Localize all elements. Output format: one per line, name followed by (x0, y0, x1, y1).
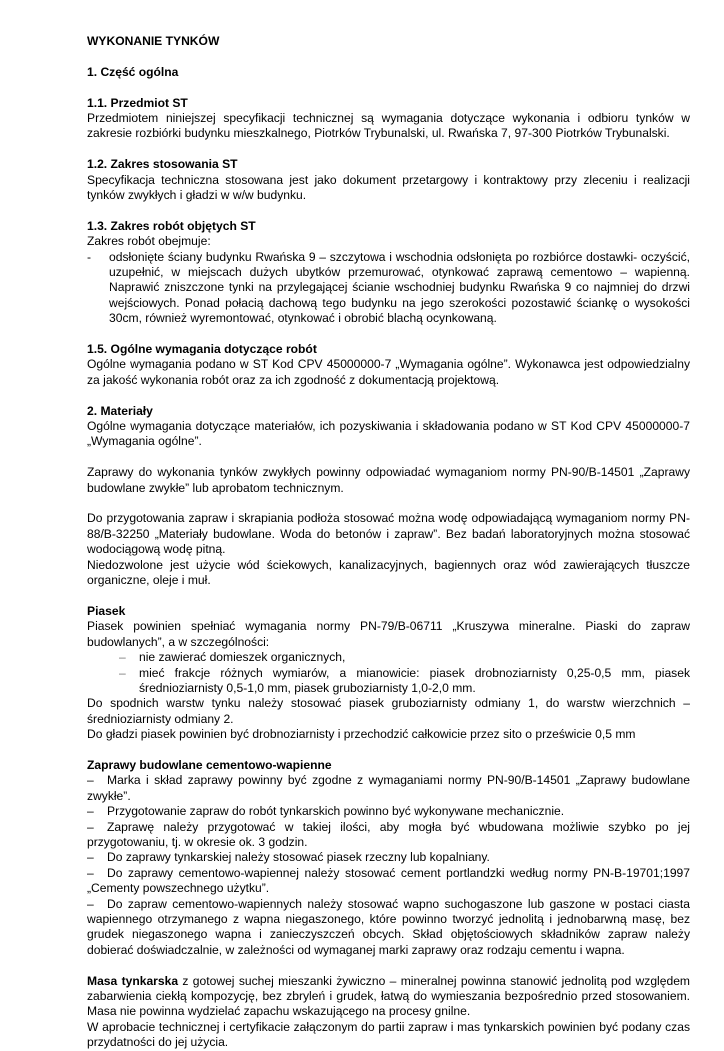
mortar-heading: Zaprawy budowlane cementowo-wapienne (87, 757, 332, 772)
list-item: – Do zapraw cementowo-wapiennych należy stosować wapno suchogaszone lub gaszone w postaci ciasta wapiennego otrzymanego z wapna niegaszonego, które powinno tworzyć jednolitą i jednobarwną masę, bez grudek niegaszonego wapna i zanieczyszczeń obcych. Skład objętościowych składników zapraw należy dobierać doświadczalnie, w zależności od wymaganej marki zaprawy oraz rodzaju cementu i wapna. (87, 896, 690, 957)
section-1-2-heading: 1.2. Zakres stosowania ST (87, 157, 238, 172)
document-title: WYKONANIE TYNKÓW (87, 34, 220, 48)
list-item: – Do zaprawy tynkarskiej należy stosować piasek rzeczny lub kopalniany. (87, 850, 490, 865)
list-item: – Zaprawę należy przygotować w takiej ilości, aby mogła być wbudowana możliwie szybko po jej przygotowaniu, tj. w okresie ok. 3 godzin. (87, 819, 690, 849)
section-1-3-intro: Zakres robót obejmuje: (87, 234, 211, 249)
section-1-5-heading: 1.5. Ogólne wymagania dotyczące robót (87, 342, 317, 357)
plaster-mass-term: Masa tynkarska (87, 973, 179, 988)
sand-list (87, 650, 690, 696)
list-marker: – (119, 665, 126, 680)
section-2-heading: 2. Materiały (87, 403, 153, 418)
sand-heading: Piasek (87, 603, 126, 618)
section-1-5-text: Ogólne wymagania podano w ST Kod CPV 45000000-7 „Wymagania ogólne”. Wykonawca jest odpowiedzialny za jakość wykonania robót oraz za ich zgodność z dokumentacją projektową. (87, 357, 690, 387)
list-item: – nie zawierać domieszek organicznych, (119, 650, 346, 665)
sand-text-3: Do gładzi piasek powinien być drobnoziarnisty i przechodzić całkowicie przez sito o prześwicie 0,5 mm (87, 727, 636, 742)
plaster-mass-text: Masa tynkarska z gotowej suchej mieszanki żywiczno – mineralnej powinna stanowić jednolitą pod względem zabarwienia ciekłą kompozycję, bez zbryleń i grudek, łatwą do wymieszania bezpośrednio przed stosowaniem. Masa nie powinna wydzielać zapachu wskazującego na procesy gnilne. (87, 973, 690, 1019)
list-marker: – (87, 850, 94, 865)
document-page (87, 34, 690, 1051)
list-item: – mieć frakcje różnych wymiarów, a mianowicie: piasek drobnoziarnisty 0,25-0,5 mm, piasek średnioziarnisty 0,5-1,0 mm, piasek gruboziarnisty 1,0-2,0 mm. (119, 665, 690, 695)
sand-text-1: Piasek powinien spełniać wymagania normy PN-79/B-06711 „Kruszywa mineralne. Piaski do zapraw budowlanych”, a w szczególności: (87, 619, 690, 649)
list-item: – Marka i skład zaprawy powinny być zgodne z wymaganiami normy PN-90/B-14501 „Zaprawy budowlane zwykłe”. (87, 773, 690, 803)
section-2-text-1: Ogólne wymagania dotyczące materiałów, ich pozyskiwania i składowania podano w ST Kod CPV 45000000-7 „Wymagania ogólne”. (87, 419, 690, 449)
list-marker: – (87, 773, 94, 788)
section-2-text-4: Niedozwolone jest użycie wód ściekowych, kanalizacyjnych, bagiennych oraz wód zawierających tłuszcze organiczne, oleje i muł. (87, 557, 690, 588)
section-2-text-2: Zaprawy do wykonania tynków zwykłych powinny odpowiadać wymaganiom normy PN-90/B-14501 „Zaprawy budowlane zwykłe” lub aprobatom technicznym. (87, 465, 690, 495)
mortar-list (87, 773, 690, 958)
scope-list (87, 250, 690, 327)
section-1-2-text: Specyfikacja techniczna stosowana jest jako dokument przetargowy i kontraktowy przy zleceniu i realizacji tynków zwykłych i gładzi w w/w budynku. (87, 172, 690, 203)
list-marker: – (87, 865, 94, 880)
list-item: – Do zaprawy cementowo-wapiennej należy stosować cement portlandzki według normy PN-B-19701;1997 „Cementy powszechnego użytku”. (87, 865, 690, 896)
plaster-mass-text-2: W aprobacie technicznej i certyfikacie załączonym do partii zapraw i mas tynkarskich powinien być podany czas przydatności do jej użycia. (87, 1019, 690, 1050)
list-item: – Przygotowanie zapraw do robót tynkarskich powinno być wykonywane mechanicznie. (87, 804, 565, 819)
section-1-heading: 1. Część ogólna (87, 64, 179, 79)
list-item: - odsłonięte ściany budynku Rwańska 9 – szczytowa i wschodnia odsłonięta po rozbiórce dostawki- oczyścić, uzupełnić, w miejscach dużych ubytków przemurować, otynkować zaprawą cementowo – wapienną. Naprawić zniszczone tynki na przylegającej ścianie wschodniej budynku Rwańska 9 co najmniej do drzwi wejściowych. Ponad połacią dachową tego budynku na jego szerokości pozostawić ściankę o wysokości 30cm, również wyremontować, otynkować i obrobić blachą ocynkowaną. (87, 249, 690, 326)
section-1-1-text: Przedmiotem niniejszej specyfikacji technicznej są wymagania dotyczące wykonania i odbioru tynków w zakresie rozbiórki budynku mieszkalnego, Piotrków Trybunalski, ul. Rwańska 7, 97-300 Piotrków Trybunalski. (87, 111, 690, 141)
list-marker: – (119, 650, 126, 665)
list-marker: – (87, 819, 94, 834)
list-marker: – (87, 896, 94, 911)
list-marker: - (87, 249, 92, 264)
list-marker: – (87, 804, 94, 819)
section-1-3-heading: 1.3. Zakres robót objętych ST (87, 218, 256, 233)
section-2-text-3: Do przygotowania zapraw i skrapiania podłoża stosować można wodę odpowiadającą wymaganiom normy PN-88/B-32250 „Materiały budowlane. Woda do betonów i zapraw”. Bez badań laboratoryjnych można stosować wodociągową wodę pitną. (87, 511, 690, 557)
sand-text-2: Do spodnich warstw tynku należy stosować piasek gruboziarnisty odmiany 1, do warstw wierzchnich – średnioziarnisty odmiany 2. (87, 696, 690, 726)
section-1-1-heading: 1.1. Przedmiot ST (87, 95, 188, 110)
